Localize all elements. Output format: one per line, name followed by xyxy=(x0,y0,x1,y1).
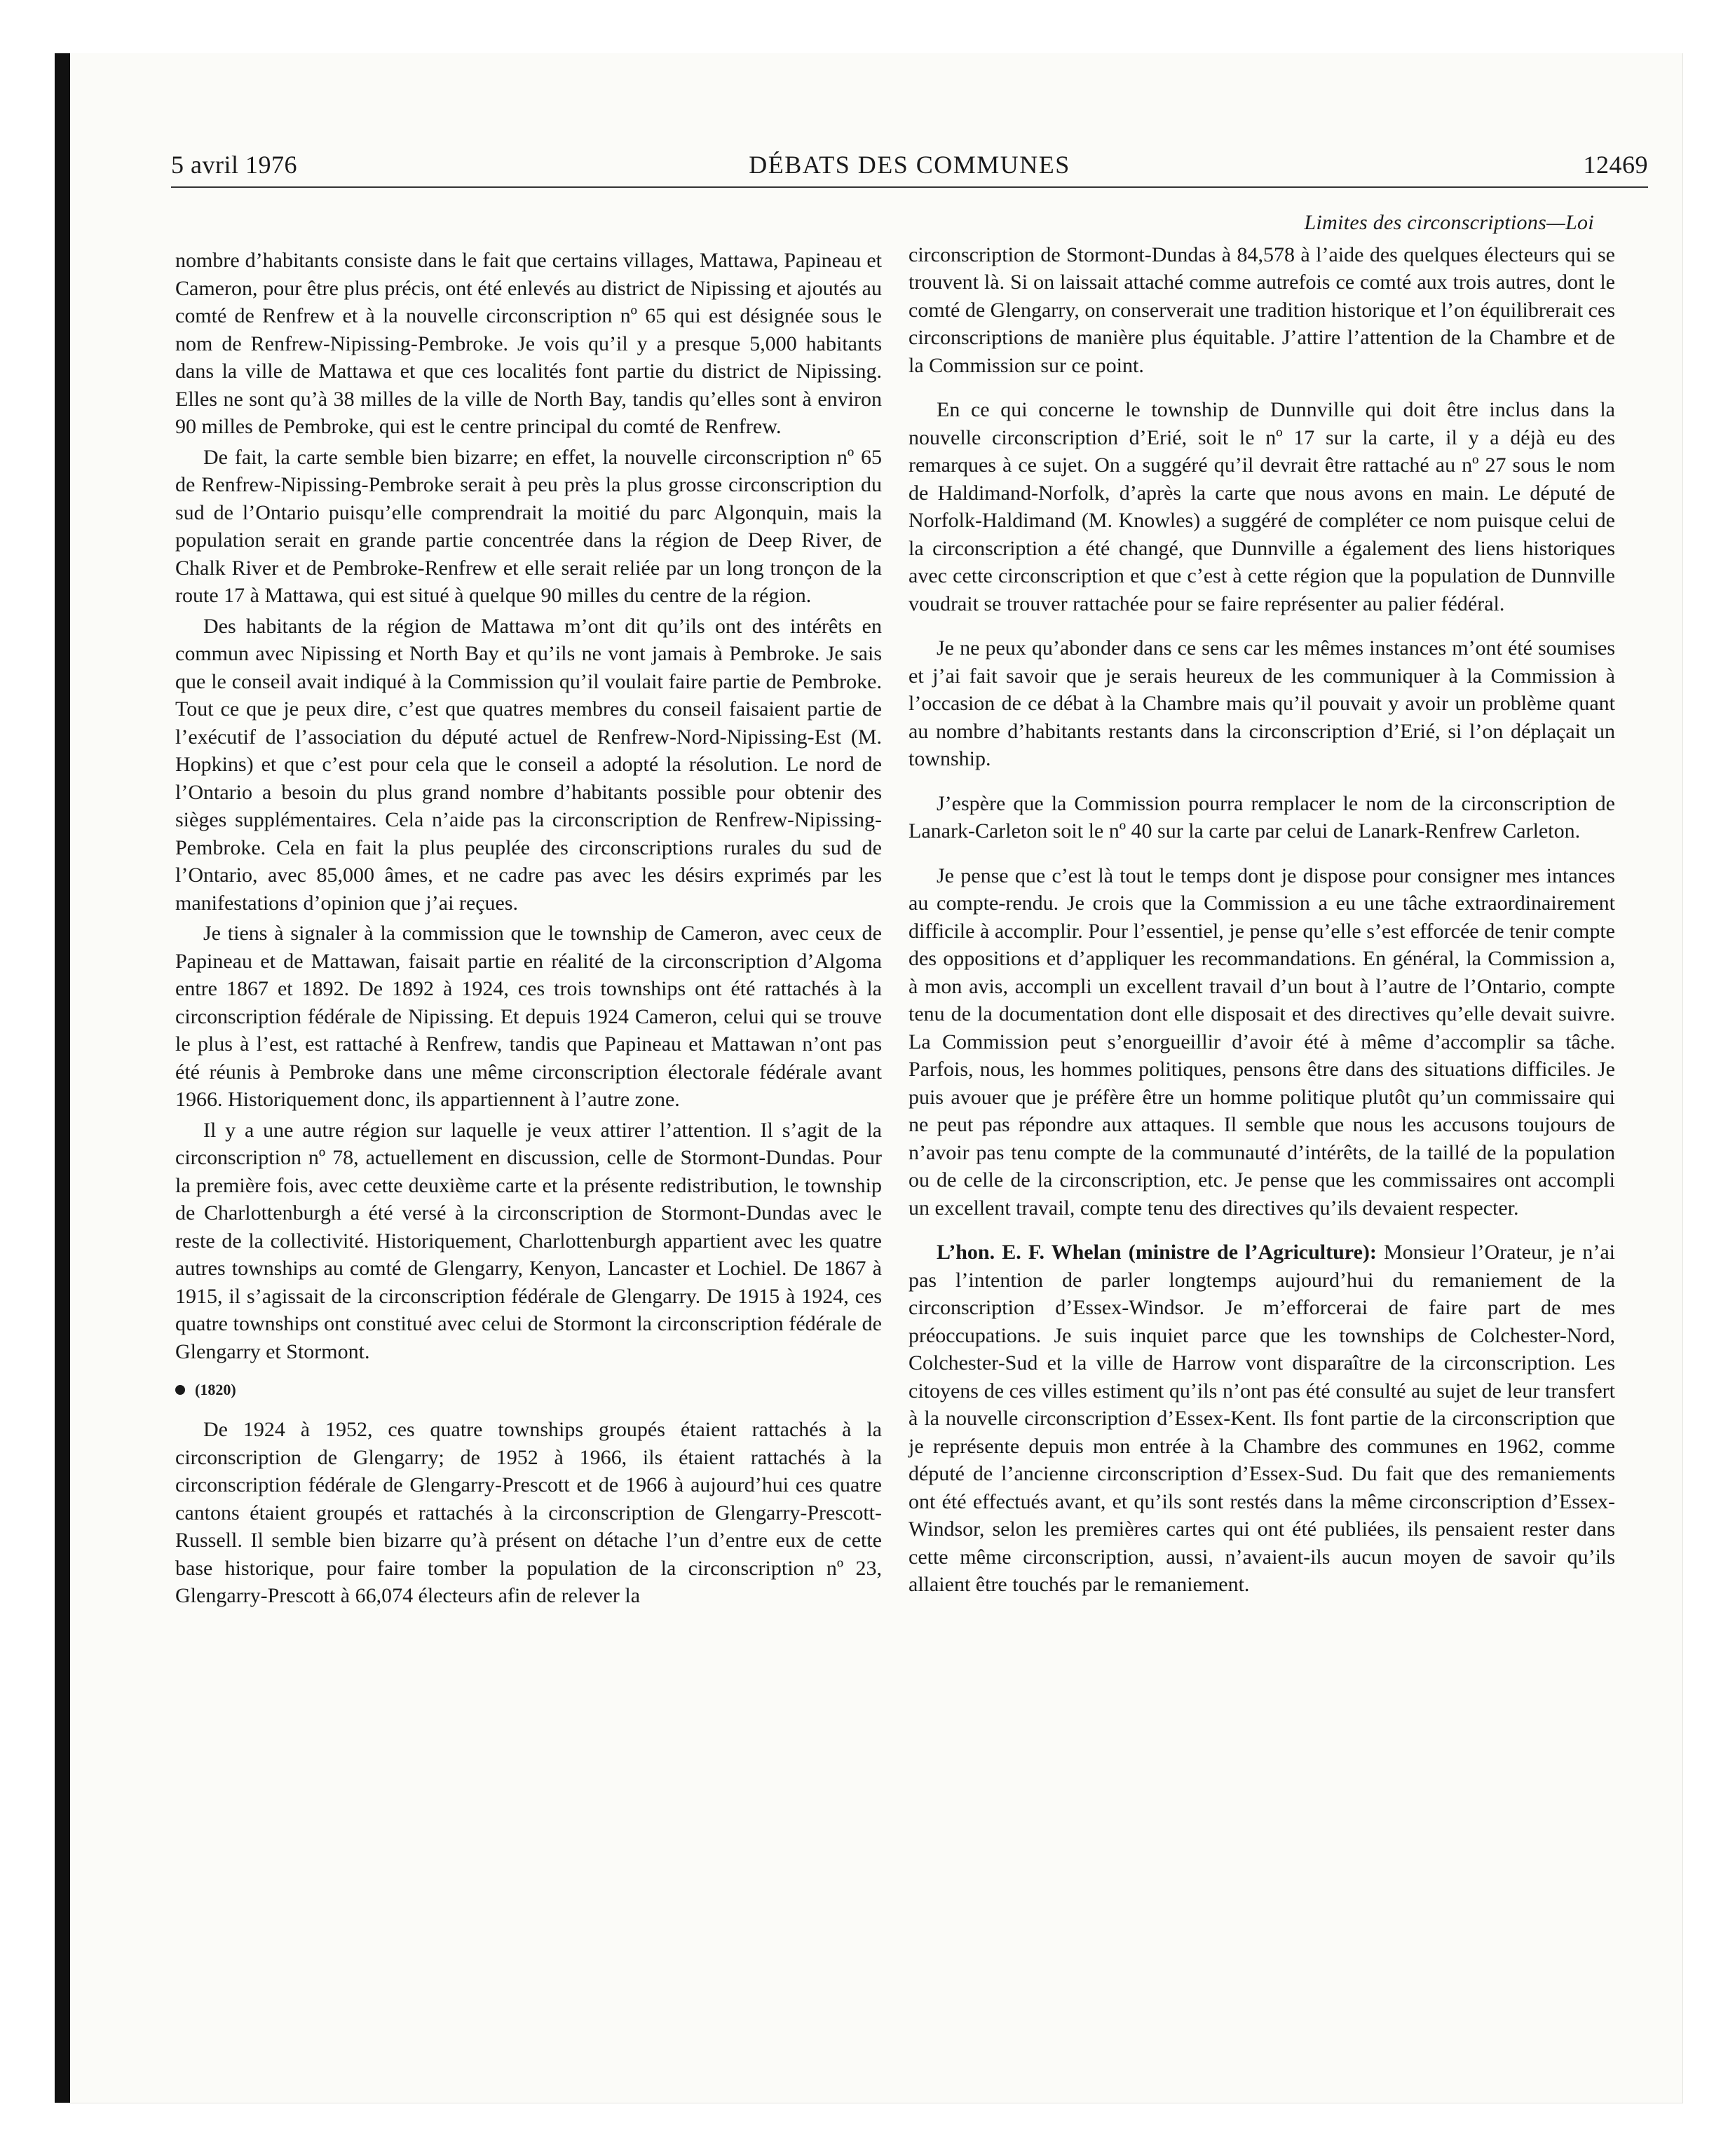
left-paragraph-6: De 1924 à 1952, ces quatre townships groupés étaient rattachés à la circonscription de Glengarry; de 1952 à 1966, ils étaient rattachés à la circonscription fédérale de Glengarry-Prescott et de 1966 à aujourd’hui ces quatre cantons étaient groupés et rattachés à la circonscription de Glengarry-Prescott-Russell. Il semble bien bizarre qu’à présent on détache l’un d’entre eux de cette base historique, pour faire tomber la population de la circonscription nº 23, Glengarry-Prescott à 66,074 électeurs afin de relever la xyxy=(175,1418,882,1607)
speech-text: Monsieur l’Orateur, je n’ai pas l’intention de parler longtemps aujourd’hui du remaniement de la circonscription d’Essex-Windsor. Je m’efforcerai de faire part de mes préoccupations. Je suis inquiet parce que les townships de Colchester-Nord, Colchester-Sud et la ville de Harrow vont disparaître de la circonscription. Les citoyens de ces villes estiment qu’ils n’ont pas été consulté au sujet de leur transfert à la nouvelle circonscription d’Essex-Kent. Ils font partie de la circonscription que je représente depuis mon entrée à la Chambre des communes en 1962, comme député de l’ancienne circonscription d’Essex-Sud. Du fait que des remaniements ont été effectués avant, et qu’ils sont restés dans la même circonscription d’Essex-Windsor, selon les premières cartes qui ont été publiées, ils pensaient rester dans cette même circonscription, aussi, n’avaient-ils aucun moyen de savoir qu’ils allaient être touchés par le remaniement. xyxy=(909,1241,1615,1596)
left-column xyxy=(175,247,882,1610)
header-date: 5 avril 1976 xyxy=(171,151,297,179)
header-page-number: 12469 xyxy=(1583,151,1648,179)
page-header xyxy=(171,146,1648,188)
right-column xyxy=(909,209,1615,1599)
left-paragraph-5: Il y a une autre région sur laquelle je veux attirer l’attention. Il s’agit de la circonscription nº 78, actuellement en discussion, celle de Stormont-Dundas. Pour la première fois, avec cette deuxième carte et la présente redistribution, le township de Charlottenburgh a été versé à la circonscription de Stormont-Dundas avec le reste de la collectivité. Historiquement, Charlottenburgh appartient avec les quatre autres townships au comté de Glengarry, Kenyon, Lancaster et Lochiel. De 1867 à 1915, il s’agissait de la circonscription fédérale de Glengarry. De 1915 à 1924, ces quatre townships ont constitué avec celui de Stormont la circonscription fédérale de Glengarry et Stormont. xyxy=(175,1118,882,1363)
left-paragraph-2: De fait, la carte semble bien bizarre; en effet, la nouvelle circonscription nº 65 de Renfrew-Nipissing-Pembroke serait à peu près la plus grosse circonscription du sud de l’Ontario puisqu’elle comprendrait la moitié du parc Algonquin, mais la population serait en grande partie concentrée dans la région de Deep River, de Chalk River et de Pembroke-Renfrew et elle serait reliée par un long tronçon de la route 17 à Mattawa, qui est situé à quelque 90 milles du centre de la région. xyxy=(175,445,882,607)
time-marker-label: (1820) xyxy=(195,1381,236,1398)
right-paragraph-1: circonscription de Stormont-Dundas à 84,578 à l’aide des quelques électeurs qui se trouvent là. Si on laissait attaché comme autrefois ce comté aux trois autres, dont le comté de Glengarry, on conserverait une tradition historique et l’on équilibrerait ces circonscriptions de manière plus équitable. J’attire l’attention de la Chambre et de la Commission sur ce point. xyxy=(909,243,1615,377)
left-paragraph-4: Je tiens à signaler à la commission que le township de Cameron, avec ceux de Papineau et de Mattawan, faisait partie en réalité de la circonscription d’Algoma entre 1867 et 1892. De 1892 à 1924, ces trois townships ont été rattachés à la circonscription fédérale de Nipissing. Et depuis 1924 Cameron, celui qui se trouve le plus à l’est, est rattaché à Renfrew, tandis que Papineau et Mattawan n’ont pas été réunis à Pembroke dans une même circonscription électorale fédérale avant 1966. Historiquement donc, ils appartiennent à l’autre zone. xyxy=(175,922,882,1111)
right-paragraph-2: En ce qui concerne le township de Dunnville qui doit être inclus dans la nouvelle circonscription d’Erié, soit le nº 17 sur la carte, il y a déjà eu des remarques à ce sujet. On a suggéré qu’il devrait être rattaché au nº 27 sous le nom de Haldimand-Norfolk, d’après la carte que nous avons en main. Le député de Norfolk-Haldimand (M. Knowles) a suggéré de compléter ce nom puisque celui de la circonscription a été changé, que Dunnville a également des liens historiques avec cette circonscription et que c’est à cette région que la population de Dunnville voudrait se trouver rattachée pour se faire représenter au palier fédéral. xyxy=(909,398,1615,615)
right-paragraph-4: J’espère que la Commission pourra remplacer le nom de la circonscription de Lanark-Carleton soit le nº 40 sur la carte par celui de Lanark-Renfrew Carleton. xyxy=(909,791,1615,842)
left-paragraph-3: Des habitants de la région de Mattawa m’ont dit qu’ils ont des intérêts en commun avec Nipissing et North Bay et qu’ils ne vont jamais à Pembroke. Je sais que le conseil avait indiqué à la Commission qu’il voulait faire partie de Pembroke. Tout ce que je peux dire, c’est que quatres membres du conseil faisaient partie de l’exécutif de l’association du député actuel de Renfrew-Nord-Nipissing-Est (M. Hopkins) et que c’est pour cela que le conseil a adopté la résolution. Le nord de l’Ontario a besoin du plus grand nombre d’habitants possible pour obtenir des sièges supplémentaires. Cela n’aide pas la circonscription de Renfrew-Nipissing-Pembroke. Cela en fait la plus peuplée des circonscriptions rurales du sud de l’Ontario, avec 85,000 âmes, et ne cadre pas avec les désirs exprimés par les manifestations d’opinion que j’ai reçues. xyxy=(175,614,882,915)
time-marker xyxy=(175,1381,882,1399)
right-paragraph-6 xyxy=(909,1239,1615,1599)
scan-binding-edge xyxy=(55,53,70,2103)
running-title: Limites des circonscriptions—Loi xyxy=(1304,211,1594,234)
header-journal-title: DÉBATS DES COMMUNES xyxy=(749,151,1070,179)
right-paragraph-5: Je pense que c’est là tout le temps dont je dispose pour consigner mes intances au compte-rendu. Je crois que la Commission a eu une tâche extraordinairement difficile à accomplir. Pour l’essentiel, je pense qu’elle s’est efforcée de tenir compte des oppositions et d’appliquer les recommandations. En général, la Commission a, à mon avis, accompli un excellent travail d’un bout à l’autre de l’Ontario, compte tenu de la documentation dont elle disposait et des directives qu’elle devait suivre. La Commission peut s’enorgueillir d’avoir été à même d’accomplir sa tâche. Parfois, nous, les hommes politiques, pensons être dans des situations difficiles. Je puis avouer que je préfère être un homme politique plutôt qu’un commissaire qui ne peut pas répondre aux attaques. Il semble que nous les accusons toujours de n’avoir pas tenu compte de la communauté d’intérêts, de la taillé de la population ou de celle de la circonscription, etc. Je pense que les commissaires ont accompli un excellent travail, compte tenu des directives qu’ils devaient respecter. xyxy=(909,864,1615,1220)
right-paragraph-3: Je ne peux qu’abonder dans ce sens car les mêmes instances m’ont été soumises et j’ai fait savoir que je serais heureux de les communiquer à la Commission à l’occasion de ce débat à la Chambre mais qu’il pouvait y avoir un problème quant au nombre d’habitants restants dans la circonscription d’Erié, si l’on déplaçait un township. xyxy=(909,636,1615,770)
speaker-name: L’hon. E. F. Whelan (ministre de l’Agriculture): xyxy=(937,1241,1377,1264)
left-paragraph-1: nombre d’habitants consiste dans le fait que certains villages, Mattawa, Papineau et Cameron, pour être plus précis, ont été enlevés au district de Nipissing et ajoutés au comté de Renfrew et à la nouvelle circonscription nº 65 qui est désignée sous le nom de Renfrew-Nipissing-Pembroke. Je vois qu’il y a presque 5,000 habitants dans la ville de Mattawa et que ces localités font partie du district de Nipissing. Elles ne sont qu’à 38 milles de la ville de North Bay, tandis qu’elles sont à environ 90 milles de Pembroke, qui est le centre principal du comté de Renfrew. xyxy=(175,249,882,438)
bullet-icon xyxy=(175,1385,185,1395)
